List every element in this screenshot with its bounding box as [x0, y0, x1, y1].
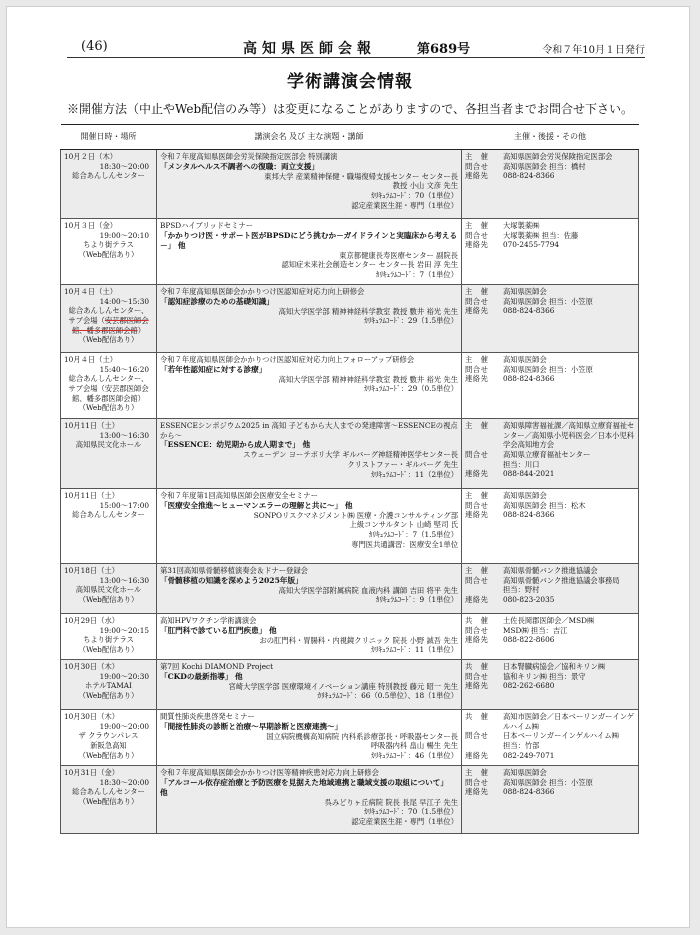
event-speaker: 高知大学医学部 精神神経科学教室 教授 數井 裕光 先生 — [278, 306, 458, 316]
host-line: 高知県医師会 — [503, 355, 547, 364]
event-speaker: 呉みどりヶ丘病院 院長 長尾 早江子 先生 — [324, 797, 458, 807]
event-speaker: スウェーデン ヨーテボリ大学 ギルバーグ神経精神医学センター長 — [243, 450, 458, 460]
host-value — [503, 566, 598, 576]
event-date: 10月11日（土） — [64, 421, 120, 430]
inquiry-value — [503, 576, 620, 595]
event-credit: ｶﾘｷｭﾗﾑｺｰﾄﾞ：9（1単位） — [375, 595, 458, 605]
event-credit: ｶﾘｷｭﾗﾑｺｰﾄﾞ：46（1単位） — [371, 750, 458, 760]
event-inquiry — [465, 731, 635, 750]
table-row — [61, 710, 639, 766]
event-host — [465, 152, 635, 162]
event-contact — [465, 374, 635, 384]
event-speaker: 認知症未来社会創造センター センター長 岩田 淳 先生 — [281, 260, 458, 270]
lecture-table — [60, 124, 639, 834]
event-lecture-cell — [157, 150, 462, 219]
event-speaker: 宮崎大学医学部 医療環境イノベーション講座 特別教授 藤元 昭一 先生 — [228, 681, 458, 691]
host-value — [503, 221, 539, 231]
event-name: BPSDハイブリッドセミナー — [160, 221, 254, 230]
event-contact — [465, 595, 635, 605]
event-venue: 総合あんしんセンター — [72, 510, 145, 520]
event-organizer-cell — [462, 150, 639, 219]
host-label: 主 催 — [465, 221, 489, 230]
lecture-list — [61, 150, 639, 834]
inquiry-line: 担当：竹部 — [503, 740, 540, 750]
event-host — [465, 421, 635, 450]
event-datetime-cell — [61, 766, 157, 834]
issue-date: 令和７年10月１日発行 — [542, 45, 645, 56]
page-title: 学術講演会情報 — [287, 72, 413, 92]
host-value — [503, 616, 594, 626]
inquiry-value — [503, 731, 619, 750]
table-row — [61, 766, 639, 834]
event-venue: 高知県民文化ホール — [75, 585, 142, 595]
event-datetime-cell — [61, 419, 157, 489]
inquiry-label: 問合せ — [465, 449, 489, 459]
event-contact — [465, 306, 635, 316]
event-speaker: クリストファー・ギルバーグ 先生 — [347, 459, 458, 469]
event-name: 高知HPVワクチン学術講演会 — [160, 616, 257, 625]
inquiry-label: 問合せ — [465, 777, 489, 787]
event-lecture-cell — [157, 710, 462, 766]
contact-label: 連絡先 — [465, 240, 489, 250]
event-time: 13:00～16:30 — [99, 575, 149, 585]
event-contact — [465, 787, 635, 797]
inquiry-value — [503, 672, 586, 682]
contact-label: 連絡先 — [465, 787, 489, 797]
event-inquiry — [465, 365, 635, 375]
event-name: 令和７年度第1回高知県医師会医療安全セミナー — [160, 491, 318, 500]
event-name: 第7回 Kochi DIAMOND Project — [160, 662, 274, 671]
event-datetime-cell — [61, 353, 157, 419]
host-label: 共 催 — [465, 616, 489, 625]
event-organizer-cell — [462, 614, 639, 660]
event-host — [465, 616, 635, 626]
contact-phone: 088-824-8366 — [503, 171, 555, 181]
event-credit: ｶﾘｷｭﾗﾑｺｰﾄﾞ：70（1単位） — [371, 190, 458, 200]
event-venue-cancelled: 安芸郡医師会館、幡多郡医師会館 — [72, 315, 149, 335]
event-speaker: 呼吸器内科 畠山 暢生 先生 — [370, 741, 458, 751]
event-time: 19:00～20:00 — [99, 721, 149, 731]
contact-phone: 070-2455-7794 — [503, 240, 559, 250]
event-contact — [465, 469, 635, 479]
event-datetime-cell — [61, 219, 157, 285]
inquiry-line: 担当：川口 — [503, 459, 540, 469]
event-inquiry — [465, 626, 635, 636]
table-row — [61, 219, 639, 285]
event-credit: 認定産業医生涯・専門（1単位） — [351, 816, 458, 826]
event-venue: （Web配信あり） — [78, 403, 139, 413]
table-row — [61, 285, 639, 353]
event-credit: ｶﾘｷｭﾗﾑｺｰﾄﾞ：29（1.5単位） — [364, 316, 458, 326]
event-date: 10月11日（土） — [64, 491, 120, 500]
inquiry-label: 問合せ — [465, 500, 489, 510]
event-venue: （Web配信あり） — [78, 594, 139, 604]
event-lecture-cell — [157, 660, 462, 710]
event-datetime-cell — [61, 660, 157, 710]
host-value — [503, 662, 605, 672]
contact-label: 連絡先 — [465, 750, 489, 760]
event-venue: （Web配信あり） — [78, 249, 139, 259]
inquiry-line: 高知県医師会 担当：小笠原 — [503, 364, 593, 374]
inquiry-value — [503, 626, 567, 636]
inquiry-line: 高知県医師会 担当：小笠原 — [503, 777, 593, 787]
event-time: 15:00～17:00 — [99, 500, 149, 510]
event-time: 19:00～20:10 — [99, 230, 149, 240]
event-contact — [465, 635, 635, 645]
inquiry-label: 問合せ — [465, 625, 489, 635]
event-subject: 「若年性認知症に対する診療」 — [160, 364, 267, 374]
inquiry-label: 問合せ — [465, 296, 489, 306]
event-host — [465, 768, 635, 778]
host-line: 高知県医師会 — [503, 768, 547, 777]
event-lecture-cell — [157, 285, 462, 353]
journal-title: 高知県医師会報 — [243, 41, 376, 57]
host-line: 高知県障害福祉課／高知県立療育福祉センター／高知県小児科医会／日本小児科学会高知地方会 — [503, 421, 635, 450]
event-name: 令和７年度高知県医師会かかりつけ医認知症対応力向上研修会 — [160, 287, 365, 296]
inquiry-line: 高知県医師会 担当：松木 — [503, 500, 586, 510]
event-inquiry — [465, 576, 635, 595]
event-datetime-cell — [61, 710, 157, 766]
event-credit: ｶﾘｷｭﾗﾑｺｰﾄﾞ：66（0.5単位）、18（1単位） — [317, 691, 458, 701]
event-datetime-cell — [61, 614, 157, 660]
inquiry-value — [503, 365, 593, 375]
event-venue: ちより街テラス — [83, 635, 134, 645]
event-speaker: 東邦大学 産業精神保健・職場復帰支援センター センター長 — [264, 171, 458, 181]
event-time: 14:00～15:30 — [99, 296, 149, 306]
contact-label: 連絡先 — [465, 171, 489, 181]
event-datetime-cell — [61, 150, 157, 219]
event-date: 10月31日（金） — [64, 768, 120, 777]
inquiry-line: 日本ベーリンガーインゲルハイム㈱ — [503, 731, 619, 741]
contact-phone: 088-824-8366 — [503, 787, 555, 797]
event-inquiry — [465, 672, 635, 682]
event-credit: 認定産業医生涯・専門（1単位） — [351, 200, 458, 210]
event-datetime-cell — [61, 285, 157, 353]
inquiry-label: 問合せ — [465, 731, 489, 741]
event-organizer-cell — [462, 710, 639, 766]
host-line: 高知県医師会労災保険指定医部会 — [503, 152, 613, 161]
event-host — [465, 712, 635, 731]
event-inquiry — [465, 501, 635, 511]
event-venue: 高知県民文化ホール — [75, 440, 142, 450]
host-value — [503, 712, 635, 731]
inquiry-line: 高知県骨髄バンク推進協議会事務局 — [503, 575, 620, 585]
column-header-lecture: 講演会名 及び 主な演題・講師 — [157, 125, 462, 150]
event-organizer-cell — [462, 489, 639, 564]
host-label: 主 催 — [465, 287, 489, 296]
event-time: 18:30～20:00 — [99, 161, 149, 171]
event-subject: 「CKDの最新指導」 他 — [160, 671, 243, 681]
host-line: 高知県医師会 — [503, 491, 547, 500]
event-speaker: SONPOリスクマネジメント㈱ 医療・介護コンサルティング部 — [253, 510, 458, 520]
event-subject: 「肛門科で診ている肛門疾患」 他 — [160, 625, 277, 635]
event-inquiry — [465, 231, 635, 241]
event-credit: ｶﾘｷｭﾗﾑｺｰﾄﾞ：29（0.5単位） — [364, 384, 458, 394]
host-value — [503, 491, 547, 501]
inquiry-line: 高知県医師会 担当：橋村 — [503, 161, 586, 171]
host-value — [503, 287, 547, 297]
journal-header — [67, 37, 645, 58]
inquiry-label: 問合せ — [465, 671, 489, 681]
event-time: 13:00～16:30 — [99, 430, 149, 440]
event-name: 令和７年度高知県医師会労災保険指定医部会 特別講演 — [160, 152, 338, 161]
inquiry-label: 問合せ — [465, 364, 489, 374]
host-line: 土佐長岡郡医師会／MSD㈱ — [503, 616, 595, 625]
event-credit: ｶﾘｷｭﾗﾑｺｰﾄﾞ：7（1単位） — [375, 269, 458, 279]
event-speaker: 高知大学医学部附属病院 血液内科 講師 吉田 将平 先生 — [278, 585, 458, 595]
inquiry-value — [503, 501, 586, 511]
event-speaker: 東京都健康長寿医療センター 副院長 — [339, 250, 458, 260]
event-venue: ザ クラウンパレス — [78, 731, 139, 741]
host-line: 高知県医師会 — [503, 287, 547, 296]
inquiry-line: 大塚製薬㈱ 担当：佐藤 — [503, 230, 579, 240]
event-speaker: 教授 小山 文彦 先生 — [392, 181, 458, 191]
event-contact — [465, 171, 635, 181]
inquiry-value — [503, 450, 590, 469]
event-date: 10月４日（土） — [64, 355, 118, 364]
event-date: 10月30日（木） — [64, 712, 120, 721]
inquiry-line: 高知県立療育福祉センター — [503, 449, 591, 459]
event-venue: （Web配信あり） — [78, 335, 139, 345]
table-row — [61, 564, 639, 614]
host-label: 主 催 — [465, 152, 489, 161]
event-subject: 「かかりつけ医・サポート医がBPSDにどう挑むか－ガイドラインと実臨床から考える－」 他 — [160, 230, 458, 250]
inquiry-value — [503, 231, 578, 241]
event-date: 10月30日（木） — [64, 662, 120, 671]
event-inquiry — [465, 450, 635, 469]
event-speaker: おの肛門科・胃腸科・内視鏡クリニック 院長 小野 誠吾 先生 — [259, 635, 458, 645]
inquiry-label: 問合せ — [465, 575, 489, 585]
event-venue-sub — [64, 316, 153, 335]
inquiry-line: 高知県医師会 担当：小笠原 — [503, 296, 593, 306]
event-lecture-cell — [157, 219, 462, 285]
host-label: 共 催 — [465, 712, 489, 721]
inquiry-value — [503, 162, 586, 172]
event-name: 第31回高知県骨髄移植演奏会＆ドナー登録会 — [160, 566, 308, 575]
host-value — [503, 355, 547, 365]
event-date: 10月２日（木） — [64, 152, 118, 161]
event-contact — [465, 510, 635, 520]
event-subject: 「間接性肺炎の診断と治療～早期診断と医療連携～」 — [160, 721, 343, 731]
event-credit: 専門医共通講習：医療安全1単位 — [351, 539, 458, 549]
contact-label: 連絡先 — [465, 594, 489, 604]
event-subject: 「認知症診療のための基礎知識」 — [160, 296, 274, 306]
event-venue: 新阪急高知 — [90, 740, 127, 750]
event-datetime-cell — [61, 564, 157, 614]
contact-label: 連絡先 — [465, 374, 489, 384]
event-host — [465, 221, 635, 231]
host-value — [503, 768, 547, 778]
event-subject: 「メンタルヘルス不調者への復職：両立支援」 — [160, 161, 319, 171]
inquiry-line: MSD㈱ 担当：吉江 — [503, 625, 568, 635]
contact-phone: 080-823-2035 — [503, 594, 555, 604]
event-subject: 「医療安全推進～ヒューマンエラーの理解と共に～」 他 — [160, 500, 353, 510]
event-venue: 総合あんしんセンター — [72, 171, 145, 181]
contact-phone: 082-262-6680 — [503, 681, 555, 691]
host-label: 主 催 — [465, 491, 489, 500]
event-venue: （Web配信あり） — [78, 644, 139, 654]
event-contact — [465, 681, 635, 691]
host-label: 主 催 — [465, 566, 489, 575]
event-inquiry — [465, 297, 635, 307]
column-header-organizer: 主催・後援・その他 — [462, 125, 639, 150]
page-number: (46) — [81, 39, 108, 54]
contact-label: 連絡先 — [465, 306, 489, 316]
event-venue-sub-prefix: サブ会場（ — [68, 315, 105, 325]
table-row — [61, 150, 639, 219]
issue-number: 第689号 — [417, 42, 471, 57]
contact-phone: 082-249-7071 — [503, 750, 555, 760]
event-venue: ちより街テラス — [83, 240, 134, 250]
inquiry-label: 問合せ — [465, 161, 489, 171]
contact-phone: 088-822-8606 — [503, 635, 555, 645]
host-label: 主 催 — [465, 421, 489, 430]
table-row — [61, 489, 639, 564]
inquiry-value — [503, 778, 593, 788]
event-venue: サブ会場（安芸郡医師会 — [68, 383, 149, 393]
event-host — [465, 355, 635, 365]
event-lecture-cell — [157, 419, 462, 489]
column-header-date: 開催日時・場所 — [61, 125, 157, 150]
event-name: ESSENCEシンポジウム2025 in 高知 子どもから大人までの発達障害〜ESSENCEの視点から〜 — [160, 421, 458, 440]
event-lecture-cell — [157, 614, 462, 660]
event-venue: （Web配信あり） — [78, 750, 139, 760]
event-venue: 館、幡多郡医師会館） — [72, 393, 145, 403]
inquiry-value — [503, 297, 593, 307]
event-lecture-cell — [157, 564, 462, 614]
event-venue: （Web配信あり） — [78, 796, 139, 806]
event-time: 15:40～16:20 — [99, 364, 149, 374]
event-organizer-cell — [462, 353, 639, 419]
event-datetime-cell — [61, 489, 157, 564]
inquiry-label: 問合せ — [465, 230, 489, 240]
event-host — [465, 566, 635, 576]
host-label: 共 催 — [465, 662, 489, 671]
contact-label: 連絡先 — [465, 469, 489, 479]
event-name: 令和７年度高知県医師会かかりつけ医等精神疾患対応力向上研修会 — [160, 768, 379, 777]
event-lecture-cell — [157, 766, 462, 834]
event-speaker: 高知大学医学部 精神神経科学教室 教授 數井 裕光 先生 — [278, 374, 458, 384]
event-venue: （Web配信あり） — [78, 690, 139, 700]
event-inquiry — [465, 162, 635, 172]
notice-text: ※開催方法（中止やWeb配信のみ等）は変更になることがありますので、各担当者までお問合せ下さい。 — [67, 102, 633, 116]
event-host — [465, 287, 635, 297]
contact-phone: 088-844-2021 — [503, 469, 555, 479]
event-time: 18:30～20:00 — [99, 777, 149, 787]
contact-label: 連絡先 — [465, 510, 489, 520]
event-credit: ｶﾘｷｭﾗﾑｺｰﾄﾞ：7（1.5単位） — [368, 529, 458, 539]
host-value — [503, 421, 635, 450]
event-credit: ｶﾘｷｭﾗﾑｺｰﾄﾞ：11（2単位） — [371, 469, 458, 479]
inquiry-line: 担当：野村 — [503, 585, 540, 595]
event-contact — [465, 240, 635, 250]
host-line: 高知市医師会／日本ベーリンガーインゲルハイム㈱ — [503, 712, 635, 731]
event-subject: 「骨髄移植の知識を深めよう2025年版」 — [160, 575, 303, 585]
table-row — [61, 419, 639, 489]
event-credit: ｶﾘｷｭﾗﾑｺｰﾄﾞ：11（1単位） — [371, 645, 458, 655]
table-row — [61, 353, 639, 419]
host-label: 主 催 — [465, 355, 489, 364]
event-organizer-cell — [462, 285, 639, 353]
table-row — [61, 614, 639, 660]
event-venue: ホテルTAMAI — [85, 681, 132, 691]
event-name: 令和７年度高知県医師会かかりつけ医認知症対応力向上フォローアップ研修会 — [160, 355, 415, 364]
event-organizer-cell — [462, 564, 639, 614]
event-lecture-cell — [157, 489, 462, 564]
event-venue: 総合あんしんセンター、 — [68, 374, 149, 384]
host-line: 日本腎臓病協会／協和キリン㈱ — [503, 662, 606, 671]
event-host — [465, 662, 635, 672]
event-date: 10月18日（土） — [64, 566, 120, 575]
table-row — [61, 660, 639, 710]
event-speaker: 上級コンサルタント 山崎 堅司 氏 — [349, 520, 458, 530]
event-date: 10月３日（金） — [64, 221, 118, 230]
event-venue: 総合あんしんセンター、 — [68, 306, 149, 316]
event-time: 19:00～20:30 — [99, 671, 149, 681]
event-contact — [465, 751, 635, 761]
event-organizer-cell — [462, 219, 639, 285]
event-inquiry — [465, 778, 635, 788]
event-name: 間質性肺炎疾患啓発セミナー — [160, 712, 255, 721]
event-subject: 「アルコール依存症治療と予防医療を見据えた地域連携と職域支援の取組について」 他 — [160, 777, 448, 797]
host-line: 大塚製薬㈱ — [503, 221, 540, 230]
event-subject: 「ESSENCE：幼児期から成人期まで」 他 — [160, 440, 311, 450]
contact-label: 連絡先 — [465, 635, 489, 645]
event-organizer-cell — [462, 660, 639, 710]
event-organizer-cell — [462, 766, 639, 834]
event-credit: ｶﾘｷｭﾗﾑｺｰﾄﾞ：70（1.5単位） — [364, 807, 458, 817]
event-lecture-cell — [157, 353, 462, 419]
event-venue-sub-suffix: ） — [137, 325, 145, 335]
event-date: 10月29日（水） — [64, 616, 120, 625]
table-header-row — [61, 125, 639, 150]
inquiry-line: 協和キリン㈱ 担当：景守 — [503, 671, 586, 681]
event-speaker: 国立病院機構高知病院 内科系診療部長・呼吸器センター長 — [266, 731, 458, 741]
host-line: 高知県骨髄バンク推進協議会 — [503, 566, 598, 575]
host-value — [503, 152, 612, 162]
contact-label: 連絡先 — [465, 681, 489, 691]
contact-phone: 088-824-8366 — [503, 306, 555, 316]
host-label: 主 催 — [465, 768, 489, 777]
contact-phone: 088-824-8366 — [503, 510, 555, 520]
event-host — [465, 491, 635, 501]
event-organizer-cell — [462, 419, 639, 489]
event-venue: 総合あんしんセンター — [72, 787, 145, 797]
event-date: 10月４日（土） — [64, 287, 118, 296]
event-time: 19:00～20:15 — [99, 625, 149, 635]
contact-phone: 088-824-8366 — [503, 374, 555, 384]
